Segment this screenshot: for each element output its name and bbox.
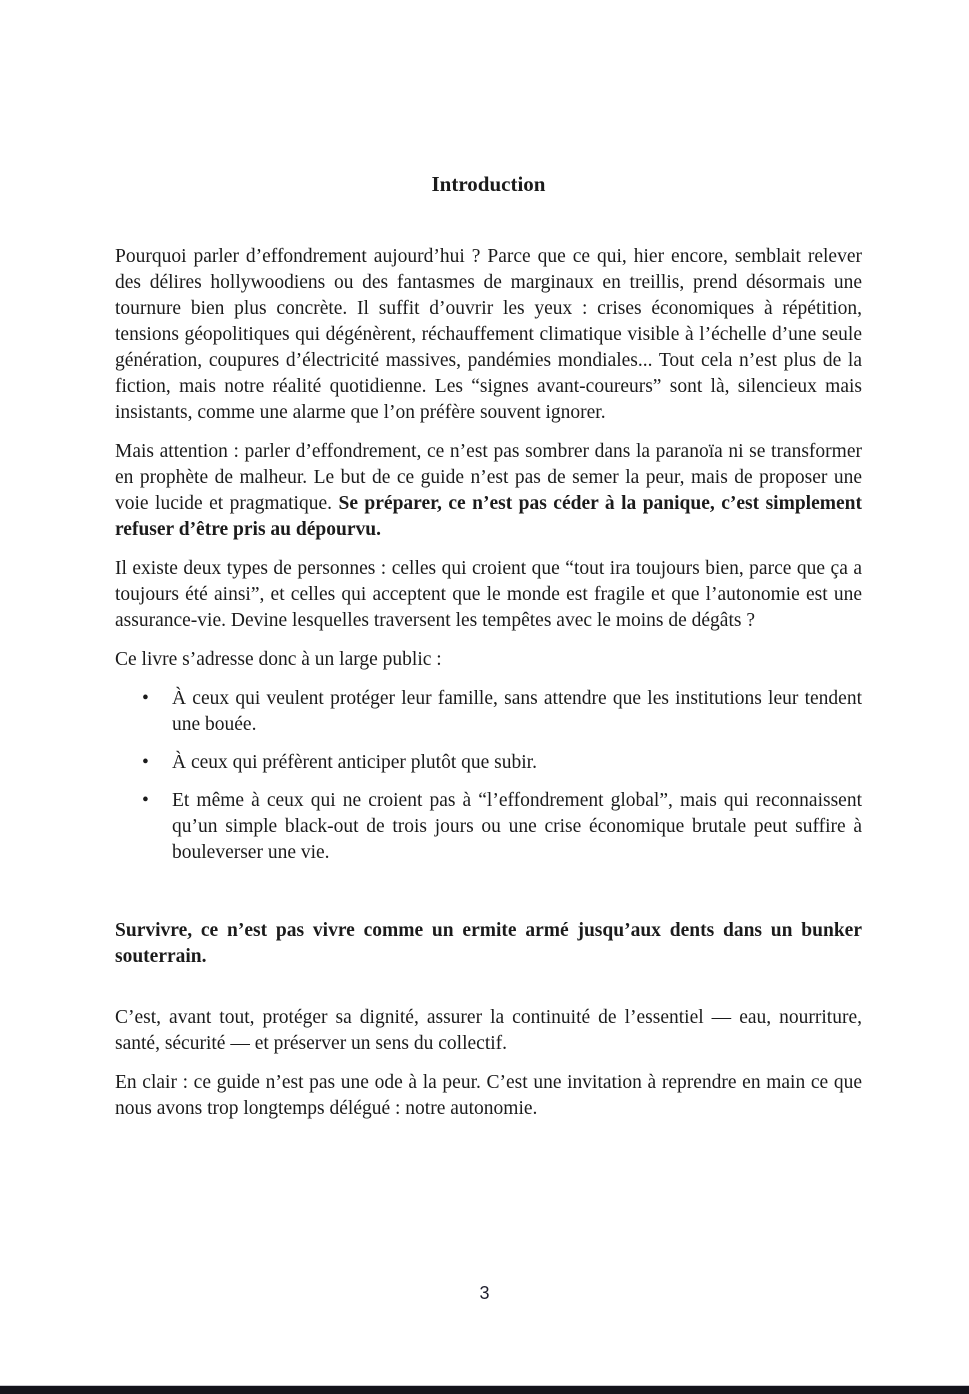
bullet-icon: • [142, 688, 149, 709]
bottom-window-edge [0, 1385, 969, 1394]
document-content [115, 0, 862, 1135]
list-item-text: À ceux qui préfèrent anticiper plutôt que subir. [172, 752, 537, 773]
paragraph-audience-lead: Ce livre s’adresse donc à un large public : [115, 649, 442, 670]
list-item [115, 788, 862, 866]
bullet-icon: • [142, 752, 149, 773]
list-item [115, 750, 862, 776]
audience-list [115, 686, 862, 866]
list-item-text: À ceux qui veulent protéger leur famille, sans attendre que les institutions leur tendent une bouée. [172, 688, 862, 735]
paragraph-warning-normal-text: Mais attention : parler d’effondrement, ce n’est pas sombrer dans la paranoïa ni se transformer en prophète de malheur. Le but de ce guide n’est pas de semer la peur, mais de proposer une voie lucide et pragmatique. [115, 441, 862, 514]
paragraph-conclusion: En clair : ce guide n’est pas une ode à la peur. C’est une invitation à reprendre en main ce que nous avons trop longtemps délégué : notre autonomie. [115, 1072, 862, 1119]
paragraph-dignity: C’est, avant tout, protéger sa dignité, assurer la continuité de l’essentiel — eau, nourriture, santé, sécurité — et préserver un sens du collectif. [115, 1007, 862, 1054]
list-item-text: Et même à ceux qui ne croient pas à “l’effondrement global”, mais qui reconnaissent qu’un simple black-out de trois jours ou une crise économique brutale peut suffire à bouleverser une vie. [172, 790, 862, 863]
paragraph-survive-bold: Survivre, ce n’est pas vivre comme un ermite armé jusqu’aux dents dans un bunker souterrain. [115, 920, 862, 967]
bullet-icon: • [142, 790, 149, 811]
paragraph-two-types: Il existe deux types de personnes : celles qui croient que “tout ira toujours bien, parce que ça a toujours été ainsi”, et celles qui acceptent que le monde est fragile et que l’autonomie est une assurance-vie. Devine lesquelles traversent les tempêtes avec le moins de dégâts ? [115, 558, 862, 631]
paragraph-why-collapse: Pourquoi parler d’effondrement aujourd’hui ? Parce que ce qui, hier encore, semblait relever des délires hollywoodiens ou des fantasmes de marginaux en treillis, prend désormais une tournure bien plus concrète. Il suffit d’ouvrir les yeux : crises économiques à répétition, tensions géopolitiques qui dégénèrent, réchauffement climatique visible à l’échelle d’une seule génération, coupures d’électricité massives, pandémies mondiales... Tout cela n’est plus de la fiction, mais notre réalité quotidienne. Les “signes avant-coureurs” sont là, silencieux mais insistants, comme une alarme que l’on préfère souvent ignorer. [115, 246, 862, 423]
page-number: 3 [479, 1283, 490, 1303]
paragraph-warning [115, 439, 862, 543]
list-item [115, 686, 862, 738]
page-title: Introduction [431, 172, 546, 196]
paragraph-warning-bold-text: Se préparer, ce n’est pas céder à la panique, c’est simplement refuser d’être pris au dépourvu. [115, 493, 862, 540]
